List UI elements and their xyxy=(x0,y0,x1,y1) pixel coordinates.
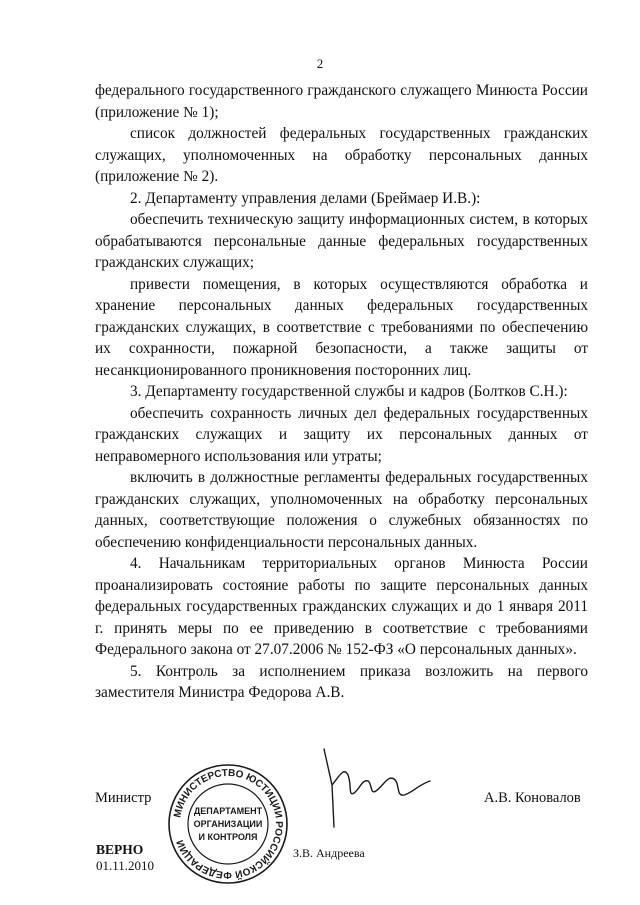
certified-label: ВЕРНО xyxy=(96,842,144,857)
handwritten-signature xyxy=(318,745,438,835)
signer-name: А.В. Коновалов xyxy=(484,790,581,806)
paragraph: список должностей федеральных государственных гражданских служащих, уполномоченных на обработку персональных данных (приложение № 2). xyxy=(95,125,588,185)
assistant-name: З.В. Андреева xyxy=(293,846,365,860)
paragraph: 2. Департаменту управления делами (Бреймаер И.В.): xyxy=(130,189,481,207)
stamp-line-1: ДЕПАРТАМЕНТ xyxy=(193,806,263,816)
document-body xyxy=(95,80,588,704)
stamp-ring-text: МИНИСТЕРСТВО ЮСТИЦИИ РОССИЙСКОЙ ФЕДЕРАЦИИ xyxy=(172,767,285,881)
paragraph: 4. Начальникам территориальных органов Минюста России проанализировать состояние работы по защите персональных данных федеральных государственных гражданских служащих и до 1 января 2011 г. принять меры по ее приведению в соответствие с требованиями Федерального закона от 27.07.2006 № 152-ФЗ «О персональных данных». xyxy=(95,555,588,658)
official-stamp xyxy=(166,762,290,886)
paragraph: обеспечить сохранность личных дел федеральных государственных гражданских служащих и защиту их персональных данных от неправомерного использования или утраты; xyxy=(95,404,588,465)
paragraph: федерального государственного гражданского служащего Минюста России (приложение № 1); xyxy=(95,82,588,121)
paragraph: включить в должностные регламенты федеральных государственных гражданских служащих, уполномоченных на обработку персональных данных, соответствующие положения о служебных обязанностях по обеспечению конфиденциальности персональных данных. xyxy=(95,469,588,551)
stamp-line-2: ОРГАНИЗАЦИИ xyxy=(193,819,263,829)
paragraph: 5. Контроль за исполнением приказа возложить на первого заместителя Министра Федорова А.В. xyxy=(95,662,588,701)
position-title: Министр xyxy=(95,790,152,806)
paragraph: привести помещения, в которых осуществляются обработка и хранение персональных данных федеральных государственных гражданских служащих, в соответствие с требованиями по обеспечению их сохранности, пожарной безопасности, а также защиты от несанкционированного проникновения посторонних лиц. xyxy=(95,275,588,379)
stamp-line-3: И КОНТРОЛЯ xyxy=(198,832,258,842)
certified-date: 01.11.2010 xyxy=(96,858,155,873)
paragraph: 3. Департаменту государственной службы и кадров (Болтков С.Н.): xyxy=(130,383,568,400)
paragraph: обеспечить техническую защиту информационных систем, в которых обрабатываются персональные данные федеральных государственных гражданских служащих; xyxy=(95,211,588,271)
page-number: 2 xyxy=(316,56,324,71)
